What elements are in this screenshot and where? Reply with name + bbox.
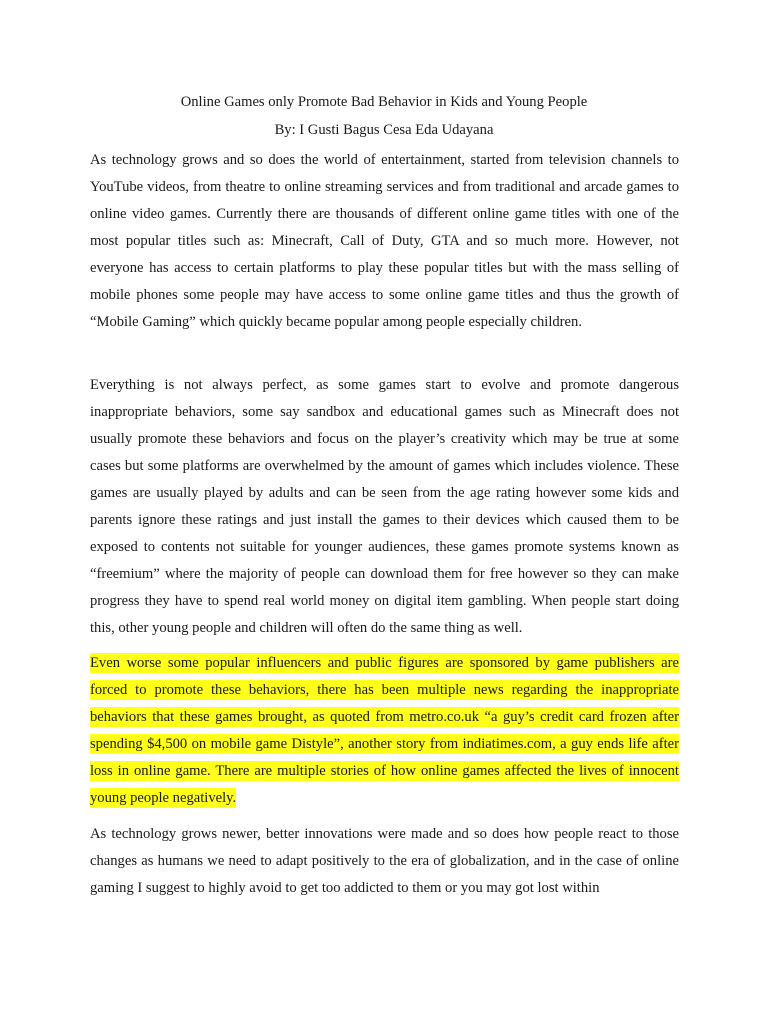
document-title: Online Games only Promote Bad Behavior in Kids and Young People bbox=[180, 94, 588, 110]
highlighted-text: Even worse some popular influencers and public figures are sponsored by game publishers are forced to promote these behaviors, there has been multiple news regarding the inappropriate behaviors that these games brought, as quoted from metro.co.uk “a guy’s credit card frozen after spending $4,500 on mobile game Distyle”, another story from indiatimes.com, a guy ends life after loss in online game. There are multiple stories of how online games affected the lives of innocent young people negatively. bbox=[90, 655, 679, 806]
paragraph-text: Everything is not always perfect, as some games start to evolve and promote dangerous inappropriate behaviors, some say sandbox and educational games such as Minecraft does not usually promote these behaviors and focus on the player’s creativity which may be true at some cases but some platforms are overwhelmed by the amount of games which includes violence. These games are usually played by adults and can be seen from the age rating however some kids and parents ignore these ratings and just install the games to their devices which caused them to be exposed to contents not suitable for younger audiences, these games promote systems known as “freemium” where the majority of people can download them for free however so they can make progress they have to spend real world money on digital item gambling. When people start doing this, other young people and children will often do the same thing as well. bbox=[90, 377, 679, 636]
paragraph-text: As technology grows and so does the world of entertainment, started from television channels to YouTube videos, from theatre to online streaming services and from traditional and arcade games to online video games. Currently there are thousands of different online game titles with one of the most popular titles such as: Minecraft, Call of Duty, GTA and so much more. However, not everyone has access to certain platforms to play these popular titles but with the mass selling of mobile phones some people may have access to some online game titles and thus the growth of “Mobile Gaming” which quickly became popular among people especially children. bbox=[90, 152, 679, 330]
paragraph-behaviors bbox=[90, 372, 679, 642]
author-byline: By: I Gusti Bagus Cesa Eda Udayana bbox=[274, 122, 494, 138]
paragraph-intro bbox=[90, 147, 679, 336]
paragraph-conclusion bbox=[90, 821, 679, 902]
paragraph-text: As technology grows newer, better innovations were made and so does how people react to those changes as humans we need to adapt positively to the era of globalization, and in the case of online gaming I suggest to highly avoid to get too addicted to them or you may got lost within bbox=[90, 826, 679, 896]
paragraph-highlighted-news bbox=[90, 650, 679, 812]
